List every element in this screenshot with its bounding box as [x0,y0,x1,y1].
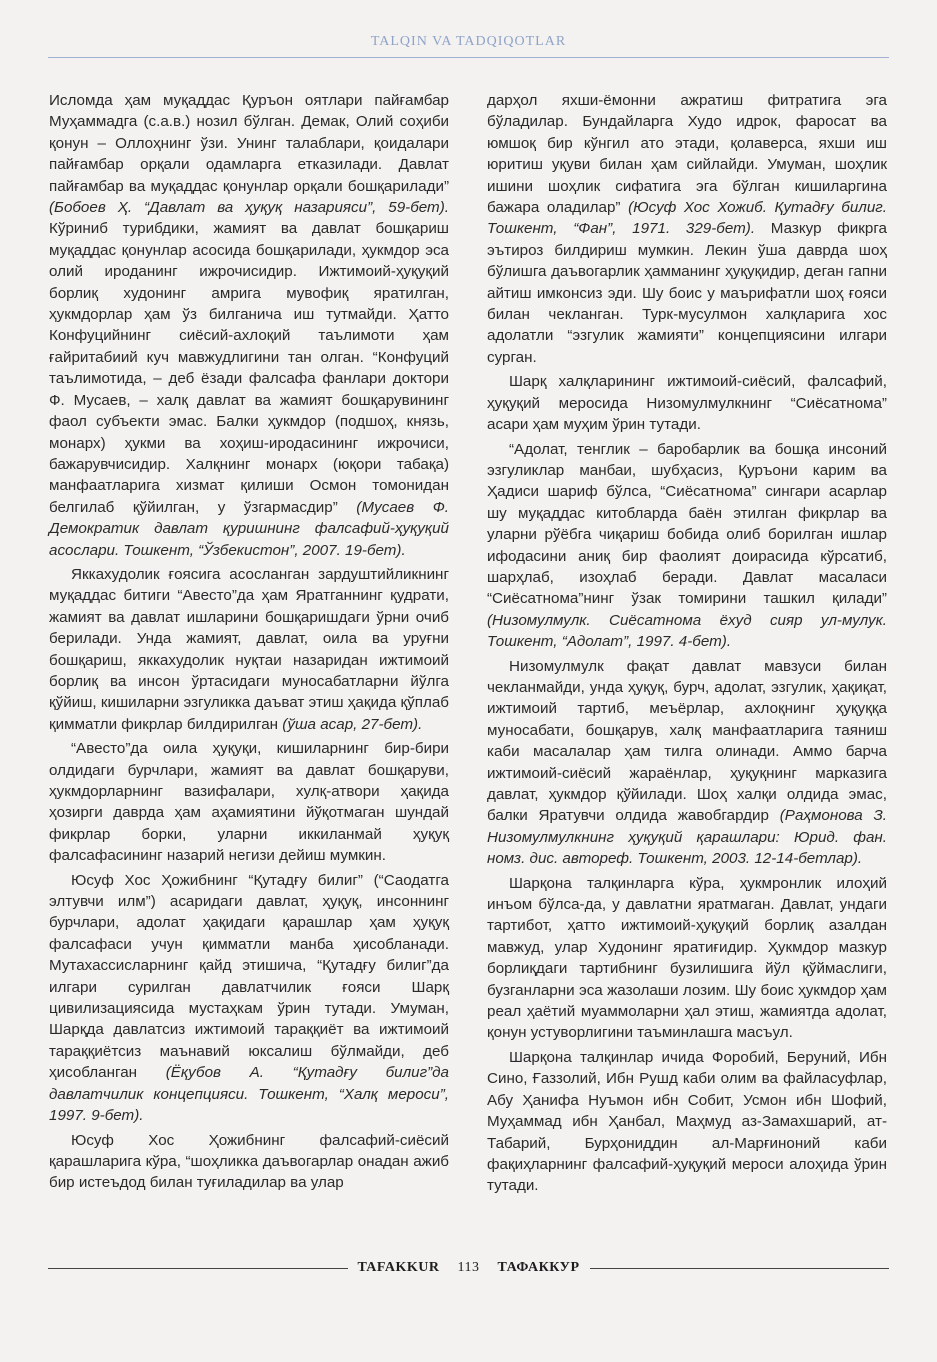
left-column [49,90,449,1194]
right-column [487,90,887,1197]
paragraph-9: Низомулмулк фақат давлат мавзуси билан чекланмайди, унда ҳуқуқ, бурч, адолат, эзгулик, ҳақиқат, ижтимоий тартиб, меъёрлар, ахлоқнинг ҳуқуққа муносабати, бошқарув, халқ манфаатларига таяниш каби масалалар ҳам тилга олинади. Аммо барча ижтимоий-сиёсий жараёнлар, ҳуқуқнинг марказига давлат, ҳукмдор қўйилади. Шоҳ халқи олдида эмас, балки Яратувчи олдида жавобгардир (Раҳмонова З. Низомулмулкнинг ҳуқуқий қарашлари: Юрид. фан. номз. дис. автореф. Тошкент, 2003. 12-14-бетлар). [487,657,887,868]
footer-title-cyrillic: ТАФАККУР [497,1260,580,1275]
paragraph-8: “Адолат, тенглик – баробарлик ва бошқа инсоний эзгуликлар манбаи, шубҳасиз, Қуръони карим ва Ҳадиси шариф бўлса, “Сиёсатнома” сингари асарлар шу муқаддас китобларда баён этилган фикрлар ва уларни рўёбга чиқариш бобида олиб борилган ишлар ифодасини аниқ бир фаолият доирасида кўрсатиб, шарҳлаб, изоҳлаб беради. Давлат масаласи “Сиёсатнома”нинг ўзак томирини ташкил қилади” (Низомулмулк. Сиёсатнома ёхуд сияр ул-мулук. Тошкент, “Адолат”, 1997. 4-бет). [487,440,887,651]
footer-title-latin: TAFAKKUR [357,1260,440,1275]
paragraph-7: Шарқ халқларининг ижтимоий-сиёсий, фалсафий, ҳуқуқий меросида Низомулмулкнинг “Сиёсатнома” асари ҳам муҳим ўрин тутади. [487,373,887,434]
footer-rule-right [590,1268,890,1269]
paragraph-5: Юсуф Хос Ҳожибнинг фалсафий-сиёсий қарашларига кўра, “шоҳликка даъвогарлар онадан ажиб бир истеъдод билан туғиладилар ва улар [49,1131,449,1192]
page-number: 113 [457,1260,480,1275]
paragraph-3: “Авесто”да оила ҳуқуқи, кишиларнинг бир-бири олдидаги бурчлари, жамият ва давлат бошқаруви, ҳукмдорларнинг вазифалари, хулқ-атвори ҳақида ҳозирги даврда ҳам аҳамиятини йўқотмаган шундай фикрлар борки, уларни иккиланмай ҳуқуқ фалсафасининг назарий негизи дейиш мумкин. [49,740,449,865]
running-header: TALQIN VA TADQIQOTLAR [370,34,567,49]
page-footer [48,1258,889,1278]
paragraph-6: дарҳол яхши-ёмонни ажратиш фитратига эга бўладилар. Бундайларга Худо идрок, фаросат ва юмшоқ бир кўнгил ато этади, қолаверса, яхши иш юритиш уқуви билан ҳам сийлайди. Умуман, шоҳлик ишини шоҳлик сифатига эга бўлган кишиларгина бажара оладилар” (Юсуф Хос Хожиб. Қутадғу билиг. Тошкент, “Фан”, 1971. 329-бет). Мазкур фикрга эътироз билдириш мумкин. Лекин ўша даврда шоҳ бўлишга даъвогарлик ҳамманинг ҳуқуқидир, деган гапни айтиш имконсиз эди. Шу боис у маърифатли шоҳ ғояси билан чекланган. Турк-мусулмон халқларига хос адолатли “эзгулик жамияти” концепциясини илгари сурган. [487,92,887,366]
citation: (Юсуф Хос Хожиб. Қутадғу билиг. Тошкент, “Фан”, 1971. 329-бет). [487,199,887,238]
header-rule [48,57,889,58]
paragraph-2: Яккахудолик ғоясига асосланган зардуштийликнинг муқаддас битиги “Авесто”да ҳам Яратганнинг қудрати, жамият ва давлат ишларини бошқаришдаги ўрни очиб берилади. Унда жамият, давлат, оила ва уруғни бошқариш, яккахудолик нуқтаи назаридан ижтимоий борлиқ ва инсон ўртасидаги муносабатларни йўлга қўйиш, кишиларни эзгуликка даъват этиш ҳақида қўплаб қимматли фикрлар билдирилган (ўша асар, 27-бет). [49,565,449,733]
paragraph-11: Шарқона талқинлар ичида Форобий, Беруний, Ибн Сино, Ғаззолий, Ибн Рушд каби олим ва файласуфлар, Абу Ҳанифа Нуъмон ибн Собит, Усмон ибн Шофий, Муҳаммад ибн Ҳанбал, Маҳмуд аз-Замахшарий, ат-Табарий, Бурҳониддин ал-Марғиноний каби фақиҳларнинг фалсафий-ҳуқуқий мероси алоҳида ўрин тутади. [487,1048,887,1195]
footer-rule-left [48,1268,348,1269]
paragraph-4: Юсуф Хос Ҳожибнинг “Қутадғу билиг” (“Саодатга элтувчи илм”) асаридаги давлат, ҳуқуқ, инсоннинг бурчлари, адолат ҳақидаги қарашлар ҳам ҳуқуқ фалсафаси учун қимматли манба ҳисобланади. Мутахассисларнинг қайд этишича, “Қутадғу билиг”да илгари сурилган давлатчилик ғояси Шарқ цивилизациясида мустаҳкам ўрин тутади. Умуман, Шарқда давлатсиз ижтимоий тараққиёт ва ижтимоий тараққиётсиз маънавий юксалиш бўлмайди, деб ҳисобланган (Ёқубов А. “Қутадғу билиг”да давлатчилик концепцияси. Тошкент, “Халқ мероси”, 1997. 9-бет). [49,871,449,1125]
paragraph-1: Исломда ҳам муқаддас Қуръон оятлари пайғамбар Муҳаммадга (с.а.в.) нозил бўлган. Демак, Олий соҳиби қонун – Оллоҳнинг ўзи. Унинг талаблари, қоидалари пайғамбар орқали одамларга етказилади. Давлат пайғамбар ва муқаддас қонунлар орқали бошқарилади” (Бобоев Ҳ. “Давлат ва ҳуқуқ назарияси”, 59-бет). Кўриниб турибдики, жамият ва давлат бошқариш муқаддас қонунлар асосида бошқарилади, ҳукмдор эса олий ироданинг ижрочисидир. Ижтимоий-ҳуқуқий борлиқ худонинг амрига мувофиқ яратилган, ҳукмдорлар ҳам ўз билганича иш тутмайди. Ҳатто Конфуцийнинг сиёсий-ахлоқий таълимоти ҳам ғайритабиий куч мавжудлигини тан олган. “Конфуций таълимотида, – деб ёзади фалсафа фанлари доктори Ф. Мусаев, – халқ давлат ва жамият бошқарувининг фаол субъекти эмас. Балки ҳукмдор (подшоҳ, князь, монарх) ҳукми ва хоҳиш-иродасининг ижрочиси, бажарувчисидир. Халқнинг монарх (юқори табақа) манфаатларига хизмат қилиши Осмон томонидан белгилаб қўйилган, у ўзгармасдир” (Мусаев Ф. Демократик давлат қуришнинг фалсафий-ҳуқуқий асослари. Тошкент, “Ўзбекистон”, 2007. 19-бет). [49,92,449,559]
paragraph-10: Шарқона талқинларга кўра, ҳукмронлик илоҳий инъом бўлса-да, у давлатни яратмаган. Давлат, ундаги тартибот, ҳатто ижтимоий-ҳуқуқий борлиқ азалдан мавжуд, улар Худонинг яратиғидир. Ҳукмдор мазкур борлиқдаги тартибнинг бузилишига йўл қўймаслиги, бузганларни эса жазолаши лозим. Шу боис ҳукмдор ҳам реал ҳаётий муаммоларни ҳал этиш, жамиятда адолат, қонун устуворлигини таъминлашга масъул. [487,874,887,1042]
citation: (Бобоев Ҳ. “Давлат ва ҳуқуқ назарияси”, 59-бет). [49,199,449,217]
citation: (Низомулмулк. Сиёсатнома ёхуд сияр ул-мулук. Тошкент, “Адолат”, 1997. 4-бет). [487,611,887,651]
citation: (Ёқубов А. “Қутадғу билиг”да давлатчилик концепцияси. Тошкент, “Халқ мероси”, 1997. 9-бет). [49,1064,449,1125]
citation: (Мусаев Ф. Демократик давлат қуришнинг фалсафий-ҳуқуқий асослари. Тошкент, “Ўзбекистон”, 2007. 19-бет). [49,498,449,559]
citation: (Раҳмонова З. Низомулмулкнинг ҳуқуқий қарашлари: Юрид. фан. номз. дис. автореф. Тошкент, 2003. 12-14-бетлар). [487,807,887,868]
citation: (ўша асар, 27-бет). [282,715,423,733]
